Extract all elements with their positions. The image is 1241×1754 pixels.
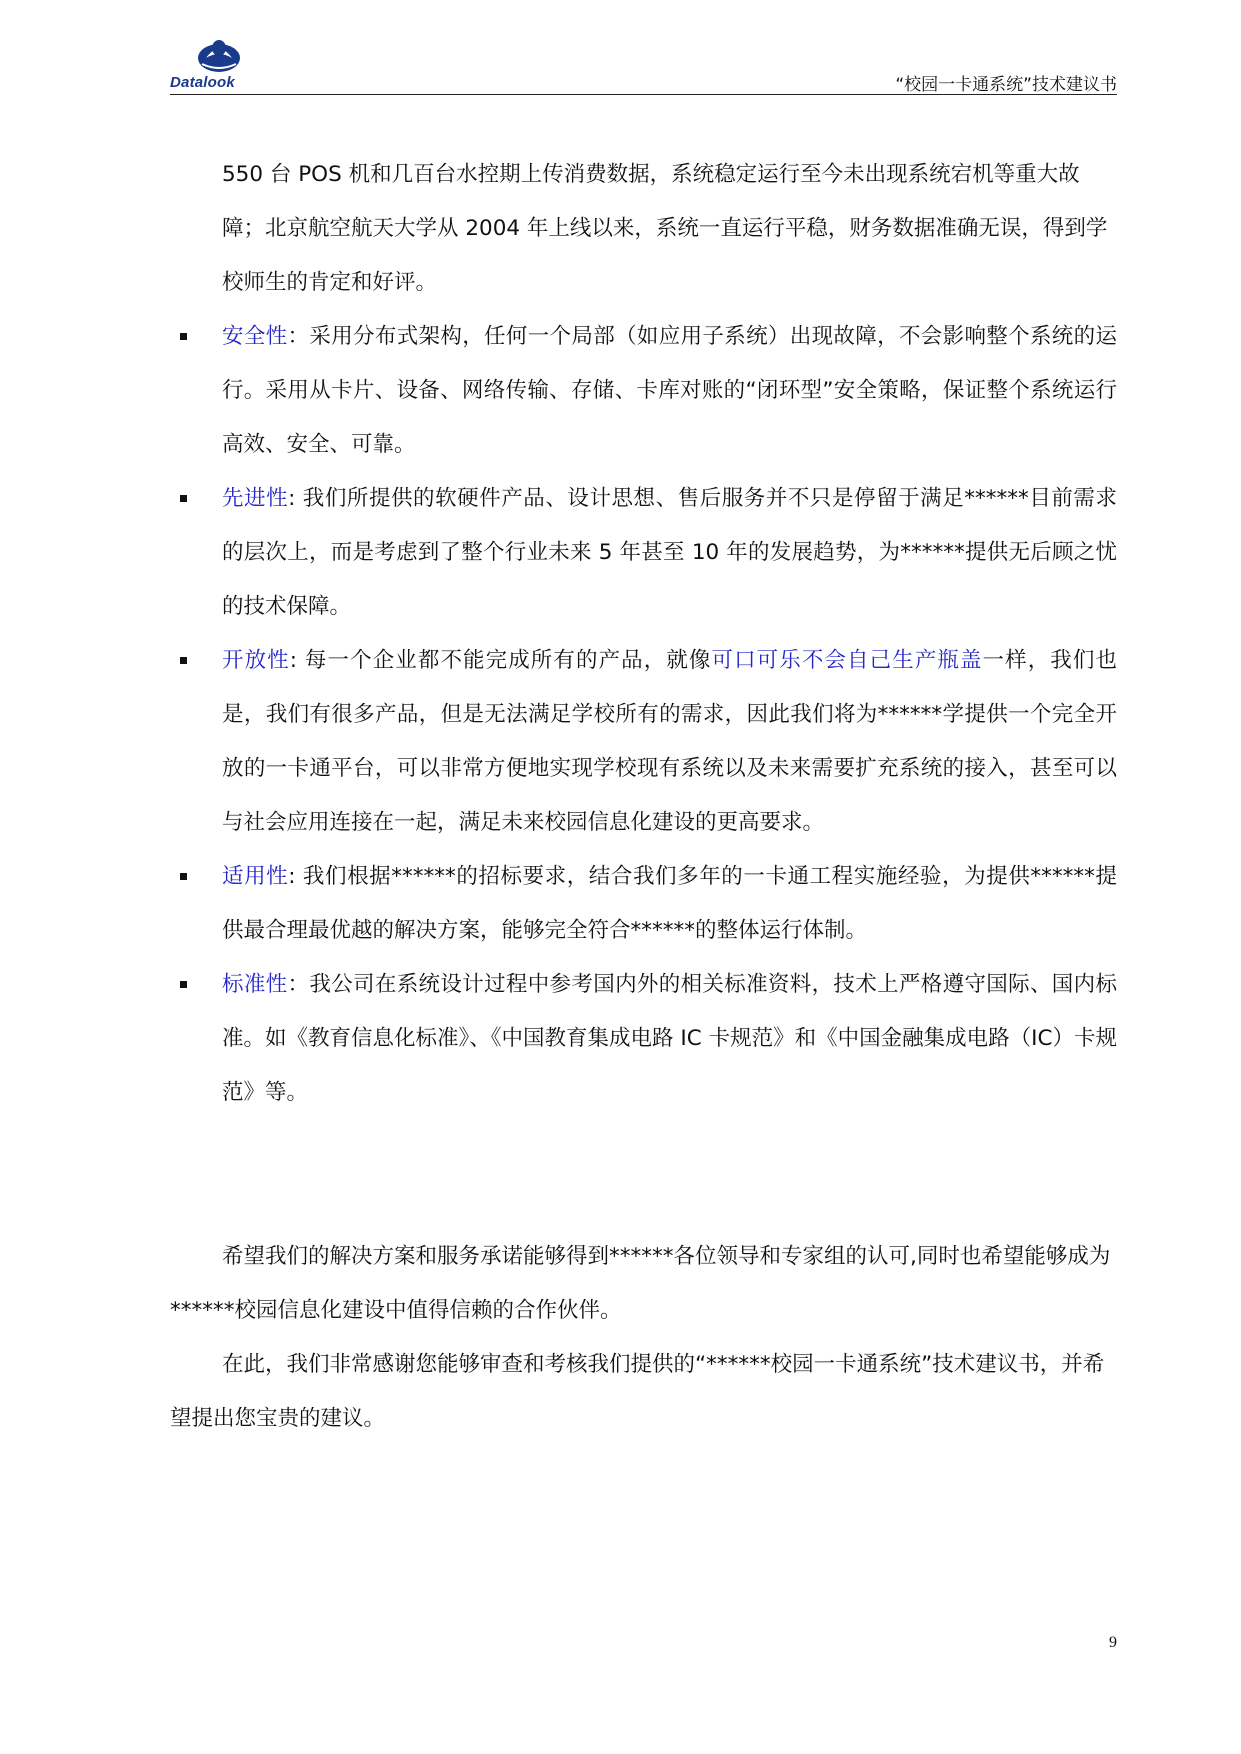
list-item-security xyxy=(170,310,1117,472)
term-separator: : xyxy=(288,486,296,511)
list-item-advanced xyxy=(170,472,1117,634)
list-item-standards xyxy=(170,958,1117,1120)
logo-icon xyxy=(196,36,242,74)
inline-link[interactable]: 可口可乐不会自己生产瓶盖 xyxy=(711,648,983,673)
term-separator: : xyxy=(289,648,298,673)
feature-list xyxy=(170,310,1117,1120)
bullet-icon xyxy=(180,981,187,988)
header-divider xyxy=(170,94,1117,95)
page-number: 9 xyxy=(1109,1634,1117,1651)
item-text: 我们所提供的软硬件产品、设计思想、售后服务并不只是停留于满足******目前需求的层次上，而是考虑到了整个行业未来 5 年甚至 10 年的发展趋势，为******提供无后顾之忧的技术保障。 xyxy=(222,486,1117,619)
bullet-icon xyxy=(180,333,187,340)
item-text: 我公司在系统设计过程中参考国内外的相关标准资料，技术上严格遵守国际、国内标准。如《教育信息化标准》、《中国教育集成电路 IC 卡规范》和《中国金融集成电路（IC）卡规范》等。 xyxy=(222,972,1117,1105)
closing-paragraph-thanks: 在此，我们非常感谢您能够审查和考核我们提供的“******校园一卡通系统”技术建议书，并希望提出您宝贵的建议。 xyxy=(170,1352,1105,1431)
item-text-before: 每一个企业都不能完成所有的产品，就像 xyxy=(297,648,712,673)
closing-paragraph-hope: 希望我们的解决方案和服务承诺能够得到******各位领导和专家组的认可,同时也希望能够成为******校园信息化建设中值得信赖的合作伙伴。 xyxy=(170,1244,1111,1323)
bullet-icon xyxy=(180,657,187,664)
term-security: 安全性 xyxy=(222,324,288,349)
item-text-after: 一样，我们也是，我们有很多产品，但是无法满足学校所有的需求，因此我们将为******学提供一个完全开放的一卡通平台，可以非常方便地实现学校现有系统以及未来需要扩充系统的接入，甚至可以与社会应用连接在一起，满足未来校园信息化建设的更高要求。 xyxy=(222,648,1117,835)
logo-text: Datalook xyxy=(170,74,235,91)
item-text: 我们根据******的招标要求，结合我们多年的一卡通工程实施经验，为提供******提供最合理最优越的解决方案，能够完全符合******的整体运行体制。 xyxy=(222,864,1117,943)
bullet-icon xyxy=(180,873,187,880)
continuation-paragraph: 550 台 POS 机和几百台水控期上传消费数据，系统稳定运行至今未出现系统宕机等重大故障；北京航空航天大学从 2004 年上线以来，系统一直运行平稳，财务数据准确无误，得到学校师生的肯定和好评。 xyxy=(222,162,1108,295)
item-text: 采用分布式架构，任何一个局部（如应用子系统）出现故障，不会影响整个系统的运行。采用从卡片、设备、网络传输、存储、卡库对账的“闭环型”安全策略，保证整个系统运行高效、安全、可靠。 xyxy=(222,324,1117,457)
term-separator: ： xyxy=(287,972,310,997)
list-item-applicability xyxy=(170,850,1117,958)
term-separator: ： xyxy=(287,324,310,349)
term-openness: 开放性 xyxy=(222,648,290,673)
term-applicability: 适用性 xyxy=(222,864,289,889)
list-item-openness xyxy=(170,634,1117,850)
term-separator: : xyxy=(288,864,296,889)
term-advanced: 先进性 xyxy=(222,486,289,511)
term-standards: 标准性 xyxy=(222,972,288,997)
bullet-icon xyxy=(180,495,187,502)
document-title: “校园一卡通系统”技术建议书 xyxy=(895,75,1117,95)
company-logo xyxy=(170,36,270,94)
